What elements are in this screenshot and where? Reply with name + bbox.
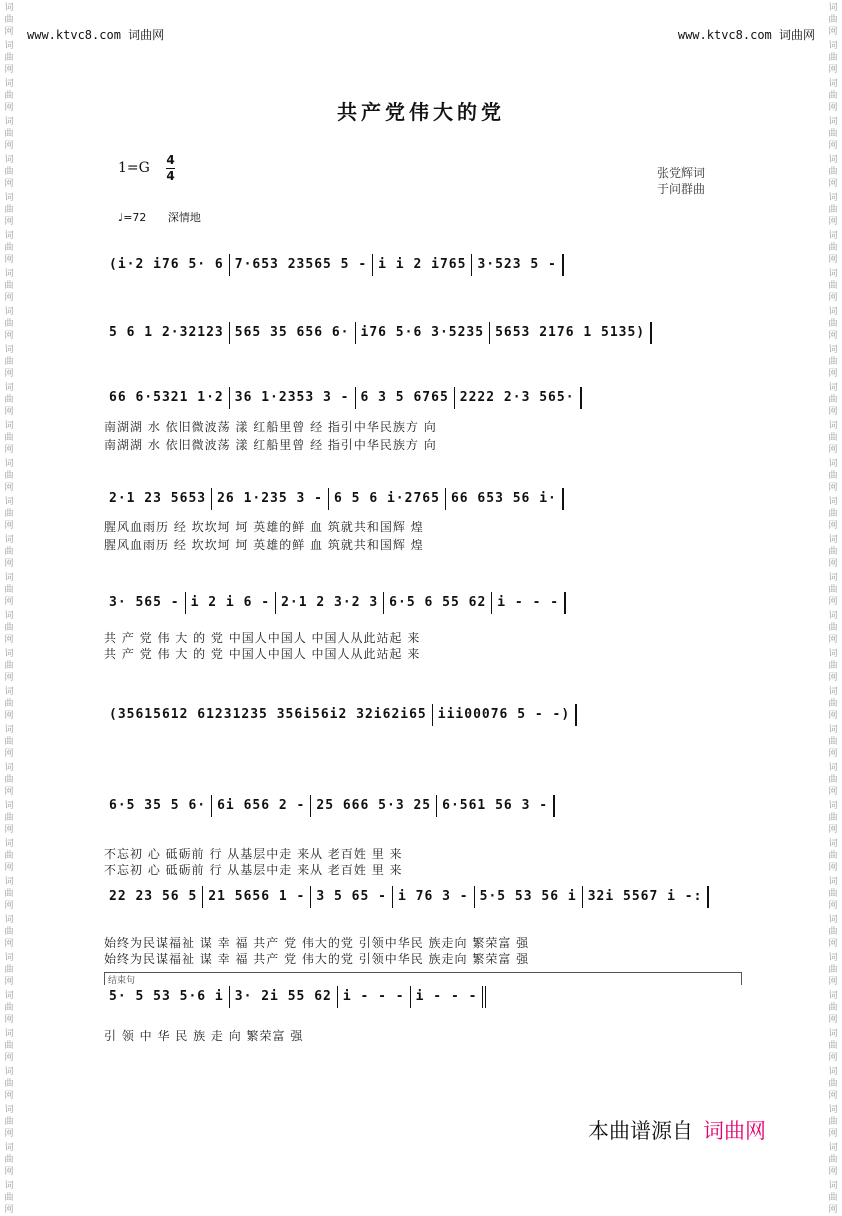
watermark-text: 词 曲 网 <box>4 193 14 227</box>
watermark-text: 词 曲 网 <box>4 155 14 189</box>
notation-measure: 565 35 656 6· <box>230 322 356 344</box>
notation-measure: (i·2 i76 5· 6 <box>104 254 230 276</box>
time-signature <box>166 154 175 183</box>
notation-staff <box>104 387 742 409</box>
watermark-text: 词 曲 网 <box>4 1067 14 1101</box>
watermark-text: 词 曲 网 <box>828 459 838 493</box>
notation-staff <box>104 704 742 726</box>
notation-measure: i76 5·6 3·5235 <box>356 322 491 344</box>
watermark-text: 词 曲 网 <box>4 991 14 1025</box>
watermark-text: 词 曲 网 <box>4 953 14 987</box>
watermark-text: 词 曲 网 <box>828 877 838 911</box>
notation-measure: 66 653 56 i· <box>446 488 564 510</box>
lyric-line: 共 产 党 伟 大 的 党 中国人中国人 中国人从此站起 来 <box>104 647 421 661</box>
notation-measure: 5653 2176 1 5135) <box>490 322 652 344</box>
notation-measure: 21 5656 1 - <box>203 886 311 908</box>
notation-staff <box>104 886 742 908</box>
watermark-text: 词 曲 网 <box>828 269 838 303</box>
watermark-text: 词 曲 网 <box>828 1067 838 1101</box>
notation-measure: 32i 5567 i -: <box>583 886 710 908</box>
watermark-text: 词 曲 网 <box>828 231 838 265</box>
watermark-text: 词 曲 网 <box>4 459 14 493</box>
watermark-text: 词 曲 网 <box>4 915 14 949</box>
notation-staff <box>104 795 742 817</box>
watermark-text: 词 曲 网 <box>828 117 838 151</box>
watermark-text: 词 曲 网 <box>828 1029 838 1063</box>
notation-measure: 6 3 5 6765 <box>356 387 455 409</box>
watermark-text: 词 曲 网 <box>4 307 14 341</box>
watermark-text: 词 曲 网 <box>828 1181 838 1215</box>
watermark-text: 词 曲 网 <box>828 839 838 873</box>
lyric-line: 不忘初 心 砥砺前 行 从基层中走 来从 老百姓 里 来 <box>104 847 403 861</box>
notation-measure: 3· 565 - <box>104 592 186 614</box>
ending-bracket <box>104 972 742 985</box>
watermark-text: 词 曲 网 <box>828 573 838 607</box>
watermark-text: 词 曲 网 <box>828 1105 838 1139</box>
watermark-text: 词 曲 网 <box>4 649 14 683</box>
notation-measure: 25 666 5·3 25 <box>311 795 437 817</box>
notation-measure: 3· 2i 55 62 <box>230 986 338 1008</box>
watermark-text: 词 曲 网 <box>828 915 838 949</box>
watermark-text: 词 曲 网 <box>4 79 14 113</box>
watermark-text: 词 曲 网 <box>4 611 14 645</box>
tempo-marking <box>118 209 219 225</box>
notation-measure: 3 5 65 - <box>311 886 393 908</box>
watermark-text: 词 曲 网 <box>828 193 838 227</box>
lyric-line: 共 产 党 伟 大 的 党 中国人中国人 中国人从此站起 来 <box>104 631 421 645</box>
watermark-text: 词 曲 网 <box>4 839 14 873</box>
watermark-text: 词 曲 网 <box>828 649 838 683</box>
notation-measure: 2·1 2 3·2 3 <box>276 592 384 614</box>
notation-measure: 6i 656 2 - <box>212 795 311 817</box>
lyric-line: 南湖湖 水 依旧微波荡 漾 红船里曾 经 指引中华民族方 向 <box>104 420 437 434</box>
watermark-text: 词 曲 网 <box>4 535 14 569</box>
notation-measure: i - - - <box>338 986 411 1008</box>
notation-measure: 2222 2·3 565· <box>455 387 582 409</box>
watermark-text: 词 曲 网 <box>4 1029 14 1063</box>
watermark-text: 词 曲 网 <box>828 953 838 987</box>
watermark-text: 词 曲 网 <box>828 79 838 113</box>
notation-measure: i - - - <box>411 986 487 1008</box>
notation-measure: 2·1 23 5653 <box>104 488 212 510</box>
watermark-text: 词 曲 网 <box>4 3 14 37</box>
notation-measure: iii00076 5 - -) <box>433 704 577 726</box>
lyric-line: 引 领 中 华 民 族 走 向 繁荣富 强 <box>104 1029 304 1043</box>
lyric-line: 南湖湖 水 依旧微波荡 漾 红船里曾 经 指引中华民族方 向 <box>104 438 437 452</box>
source-brand[interactable]: 词曲网 <box>703 1119 766 1143</box>
watermark-text: 词 曲 网 <box>4 801 14 835</box>
notation-measure: 3·523 5 - <box>472 254 563 276</box>
watermark-text: 词 曲 网 <box>4 763 14 797</box>
watermark-text: 词 曲 网 <box>828 801 838 835</box>
tempo-expression: 深情地 <box>167 211 201 224</box>
ending-label: 结束句 <box>108 976 136 986</box>
watermark-text: 词 曲 网 <box>4 41 14 75</box>
lyric-line: 始终为民谋福祉 谋 幸 福 共产 党 伟大的党 引领中华民 族走向 繁荣富 强 <box>104 936 530 950</box>
notation-measure: (35615612 61231235 356i56i2 32i62i65 <box>104 704 433 726</box>
notation-measure: 5 6 1 2·32123 <box>104 322 230 344</box>
watermark-text: 词 曲 网 <box>828 725 838 759</box>
lyric-line: 腥风血雨历 经 坎坎坷 坷 英雄的鲜 血 筑就共和国辉 煌 <box>104 520 424 534</box>
source-credit <box>588 1115 766 1145</box>
watermark-text: 词 曲 网 <box>4 497 14 531</box>
lyric-line: 始终为民谋福祉 谋 幸 福 共产 党 伟大的党 引领中华民 族走向 繁荣富 强 <box>104 952 530 966</box>
notation-measure: 5· 5 53 5·6 i <box>104 986 230 1008</box>
site-url-left[interactable]: www.ktvc8.com 词曲网 <box>27 28 165 42</box>
lyric-line: 腥风血雨历 经 坎坎坷 坷 英雄的鲜 血 筑就共和国辉 煌 <box>104 538 424 552</box>
watermark-text: 词 曲 网 <box>4 345 14 379</box>
watermark-text: 词 曲 网 <box>828 763 838 797</box>
notation-staff <box>104 986 742 1008</box>
tempo-bpm: ♩=72 <box>118 211 147 224</box>
notation-measure: i i 2 i765 <box>373 254 472 276</box>
notation-staff <box>104 592 742 614</box>
watermark-text: 词 曲 网 <box>828 535 838 569</box>
notation-measure: 66 6·5321 1·2 <box>104 387 230 409</box>
watermark-text: 词 曲 网 <box>828 3 838 37</box>
watermark-text: 词 曲 网 <box>828 687 838 721</box>
watermark-text: 词 曲 网 <box>828 307 838 341</box>
watermark-text: 词 曲 网 <box>828 1143 838 1177</box>
notation-measure: 6·561 56 3 - <box>437 795 555 817</box>
time-bottom: 4 <box>166 169 175 183</box>
watermark-text: 词 曲 网 <box>828 611 838 645</box>
watermark-text: 词 曲 网 <box>828 991 838 1025</box>
watermark-text: 词 曲 网 <box>4 231 14 265</box>
watermark-text: 词 曲 网 <box>828 383 838 417</box>
watermark-text: 词 曲 网 <box>828 421 838 455</box>
watermark-text: 词 曲 网 <box>4 1105 14 1139</box>
watermark-text: 词 曲 网 <box>4 877 14 911</box>
notation-measure: i 76 3 - <box>393 886 475 908</box>
time-top: 4 <box>166 153 175 167</box>
watermark-text: 词 曲 网 <box>4 383 14 417</box>
watermark-text: 词 曲 网 <box>4 1143 14 1177</box>
notation-measure: 7·653 23565 5 - <box>230 254 373 276</box>
source-prefix: 本曲谱源自 <box>588 1119 693 1143</box>
notation-staff <box>104 322 742 344</box>
lyric-line: 不忘初 心 砥砺前 行 从基层中走 来从 老百姓 里 来 <box>104 863 403 877</box>
notation-staff <box>104 488 742 510</box>
watermark-text: 词 曲 网 <box>4 421 14 455</box>
watermark-strip-right <box>826 0 840 1215</box>
watermark-text: 词 曲 网 <box>4 573 14 607</box>
watermark-text: 词 曲 网 <box>828 41 838 75</box>
song-title: 共产党伟大的党 <box>337 100 505 124</box>
watermark-text: 词 曲 网 <box>4 117 14 151</box>
watermark-text: 词 曲 网 <box>4 269 14 303</box>
watermark-text: 词 曲 网 <box>828 155 838 189</box>
notation-measure: 6 5 6 i·2765 <box>329 488 446 510</box>
notation-measure: i 2 i 6 - <box>186 592 276 614</box>
watermark-text: 词 曲 网 <box>4 725 14 759</box>
notation-measure: 6·5 6 55 62 <box>384 592 492 614</box>
notation-measure: i - - - <box>492 592 566 614</box>
watermark-text: 词 曲 网 <box>828 497 838 531</box>
key-signature: 1=G <box>118 160 150 176</box>
watermark-text: 词 曲 网 <box>828 345 838 379</box>
notation-measure: 22 23 56 5 <box>104 886 203 908</box>
watermark-strip-left <box>2 0 16 1215</box>
notation-measure: 26 1·235 3 - <box>212 488 329 510</box>
watermark-text: 词 曲 网 <box>4 687 14 721</box>
watermark-text: 词 曲 网 <box>4 1181 14 1215</box>
lyricist-credit: 张党辉词 <box>657 166 706 180</box>
notation-staff <box>104 254 742 276</box>
notation-measure: 6·5 35 5 6· <box>104 795 212 817</box>
notation-measure: 36 1·2353 3 - <box>230 387 356 409</box>
site-url-right[interactable]: www.ktvc8.com 词曲网 <box>677 28 815 42</box>
notation-measure: 5·5 53 56 i <box>475 886 583 908</box>
composer-credit: 于问群曲 <box>657 182 706 196</box>
